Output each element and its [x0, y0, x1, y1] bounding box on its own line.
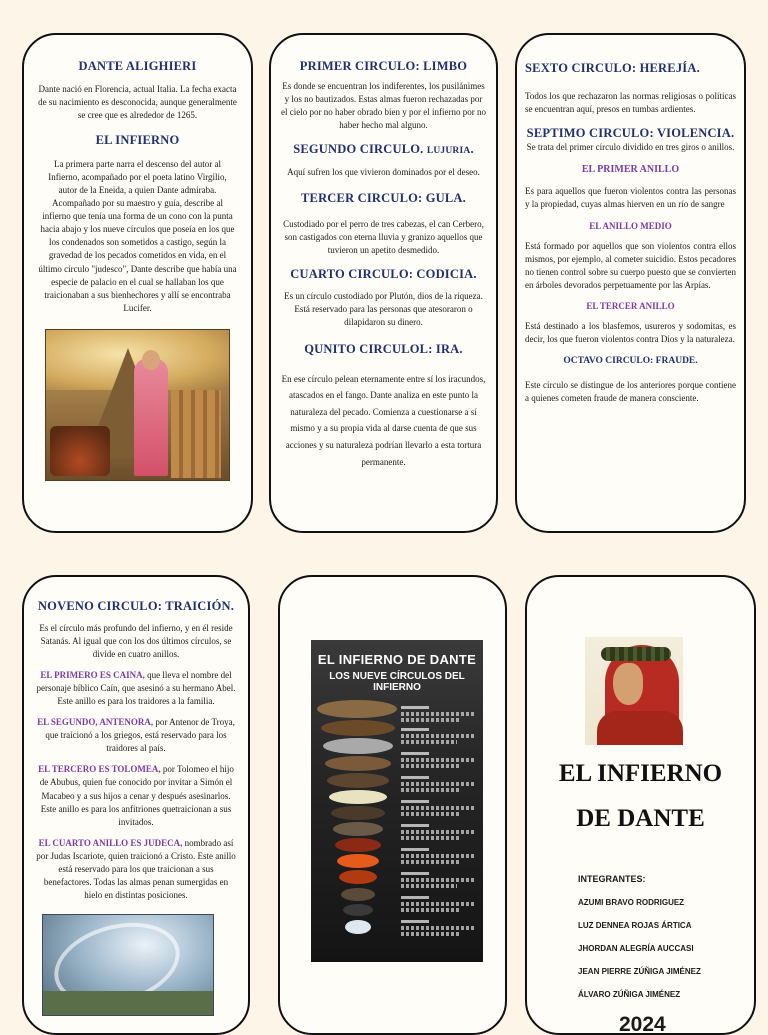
text-cuarto-circulo: Es un círculo custodiado por Plutón, dios de la riqueza. Está reservado para las personas que atesoraron o dilapidaron su dinero. — [284, 291, 483, 328]
heading-segundo-part2: LUJURIA — [426, 146, 471, 157]
text-dante-bio: Dante nació en Florencia, actual Italia. La fecha exacta de su nacimiento es desconocida, aunque generalmente se cree que es alrededor de 1265. — [38, 84, 237, 121]
heading-segundo-part1: SEGUNDO CIRCULO. — [293, 142, 424, 157]
heading-anillo-medio: EL ANILLO MEDIO — [589, 221, 672, 232]
text-tercer-anillo: Está destinado a los blasfemos, usureros y sodomitas, es decir, los que fueron violentos contra Dios y la naturaleza. — [525, 321, 736, 345]
label-antenora: EL SEGUNDO, ANTENORA, — [37, 717, 154, 728]
blake-illustration — [42, 914, 214, 1016]
panel-noveno-circulo — [22, 575, 250, 1035]
heading-cuarto-circulo: CUARTO CIRCULO: CODICIA. — [290, 267, 477, 282]
text-septimo-circulo: Se trata del primer círculo dividido en tres giros o anillos. — [526, 142, 735, 153]
heading-dante-alighieri: DANTE ALIGHIERI — [78, 59, 197, 73]
text-noveno-circulo: Es el círculo más profundo del infierno, y en él reside Satanás. Al igual que con los dos últimos círculos, se divide en cuatro anillos. — [39, 623, 233, 660]
label-judeca: EL CUARTO ANILLO ES JUDECA, — [38, 837, 183, 848]
heading-octavo-text: OCTAVO CIRCULO: FRAUDE — [563, 355, 696, 366]
panel-circles-1-5 — [269, 33, 498, 533]
desc-caina: que lleva el nombre del personaje bíblico Caín, que asesinó a su hermano Abel. Este anillo es para los traidores a la familia. — [36, 670, 236, 707]
team-member: ÁLVARO ZÚÑIGA JIMÉNEZ — [578, 990, 681, 999]
team-heading: INTEGRANTES: — [578, 874, 646, 884]
text-tolomea — [34, 763, 238, 828]
heading-noveno-circulo: NOVENO CIRCULO: TRAICIÓN. — [37, 599, 235, 613]
heading-primer-anillo: EL PRIMER ANILLO — [581, 164, 680, 176]
text-anillo-medio: Está formado por aquellos que son violentos contra ellos mismos, por ejemplo, al cometer suicidio. Estos pecadores no tienen control sobre su cuerpo puesto que se convierten en árboles devorados perpetuamente por las Arpías. — [525, 241, 736, 291]
desc-antenora: por Antenor de Troya, que traicionó a los griegos, está reservado para los traidores al país. — [45, 717, 235, 754]
text-judeca — [34, 837, 238, 902]
heading-tercer-circulo: TERCER CIRCULO: GULA. — [301, 191, 466, 206]
heading-el-infierno: EL INFIERNO — [95, 133, 180, 148]
panel-infographic — [278, 575, 507, 1035]
panel-cover — [525, 575, 756, 1035]
heading-octavo-circulo: OCTAVO CIRCULO: FRAUDE. — [563, 355, 698, 366]
text-primer-anillo: Es para aquellos que fueron violentos contra las personas y la propiedad, cuyas almas hierven en un río de sangre — [525, 186, 736, 210]
heading-primer-circulo: PRIMER CIRCULO: LIMBO — [299, 59, 468, 73]
text-caina — [34, 669, 238, 708]
desc-judeca: nombrado así por Judas Iscariote, quien traicionó a Cristo. Este anillo está reservado para los que traicionan a sus benefactores. Todas las almas penan sumergidas en hielo en distintas posiciones. — [36, 837, 236, 900]
text-tercer-circulo: Custodiado por el perro de tres cabezas, el can Cerbero, son castigados con eterna lluvia y granizo aquellos que tuvieron un apetito desmedido. — [283, 219, 484, 256]
text-octavo-circulo: Este círculo se distingue de los anteriores porque contiene a quienes cometen fraude de manera consciente. — [525, 379, 736, 403]
panel-dante-alighieri — [22, 33, 253, 533]
dante-portrait — [585, 637, 683, 745]
cover-year: 2024 — [619, 1013, 666, 1035]
infographic-title: EL INFIERNO DE DANTE — [317, 652, 477, 667]
team-member: AZUMI BRAVO RODRIGUEZ — [578, 898, 685, 907]
heading-sexto-circulo: SEXTO CIRCULO: HEREJÍA. — [525, 61, 700, 75]
team-member: LUZ DENNEA ROJAS ÁRTICA — [578, 921, 692, 930]
heading-quinto-circulo: QUNITO CIRCULOL: IRA. — [304, 341, 463, 356]
cover-title-line1: EL INFIERNO — [558, 760, 723, 787]
divine-comedy-painting — [45, 329, 230, 481]
heading-segundo-circulo: SEGUNDO CIRCULO. LUJURIA. — [293, 142, 474, 157]
infographic-subtitle: LOS NUEVE CÍRCULOS DEL INFIERNO — [329, 671, 465, 693]
text-quinto-circulo: En ese círculo pelean eternamente entre sí los iracundos, atascados en el fango. Dante analiza en este punto la naturaleza del pecado. Comienza a cuestionarse a sí mismo y a su propia vida al darse cuenta de que sus acciones y su naturaleza podrían llevarlo a esta tortura permanente. — [281, 373, 486, 467]
label-caina: EL PRIMERO ES CAINA, — [40, 670, 145, 681]
team-member: JHORDAN ALEGRÍA AUCCASI — [578, 944, 694, 953]
team-member: JEAN PIERRE ZÚÑIGA JIMÉNEZ — [578, 967, 701, 976]
cover-title-line2: DE DANTE — [576, 805, 705, 832]
desc-tolomea: por Tolomeo el hijo de Abubus, quien fue conocido por invitar a Simón el Macabeo y a sus hijos a cenar y después asesinarlos. Este anillo es para los anfitriones quetraicionan a sus invitados. — [39, 764, 234, 827]
text-el-infierno: La primera parte narra el descenso del autor al Infierno, acompañado por el poeta latino Virgilio, autor de la Eneida, a quien Dante admiraba. Acompañado por su maestro y guía, describe al infierno que tenía una forma de un cono con la punta hacia abajo y los nueve círculos que poseía en los que los condenados son sometidos a castigo, según la gravedad de los pecados cometidos en vida, en el último círculo "judesco", Dante describe que había una especie de palacio en el cual se hallaban los que traicionaban a sus bienhechores y allí se encontraba Lucifer. — [38, 159, 237, 313]
label-tolomea: EL TERCERO ES TOLOMEA, — [38, 764, 161, 775]
text-segundo-circulo: Aquí sufren los que vivieron dominados por el deseo. — [287, 167, 480, 178]
heading-tercer-anillo: EL TERCER ANILLO — [586, 301, 675, 312]
panel-circles-6-8 — [515, 33, 746, 533]
text-primer-circulo: Es donde se encuentran los indiferentes, los pusilánimes y los no bautizados. Estas almas fueron rechazadas por el cielo por no haber obrado bien y por el infierno por no haber hecho mal alguno. — [281, 81, 486, 131]
text-sexto-circulo: Todos los que rechazaron las normas religiosas o políticas se encuentran aquí, presos en tumbas ardientes. — [525, 91, 736, 115]
heading-septimo-circulo: SEPTIMO CIRCULO: VIOLENCIA. — [526, 126, 735, 141]
infierno-infographic — [311, 640, 483, 962]
text-antenora — [34, 716, 238, 755]
